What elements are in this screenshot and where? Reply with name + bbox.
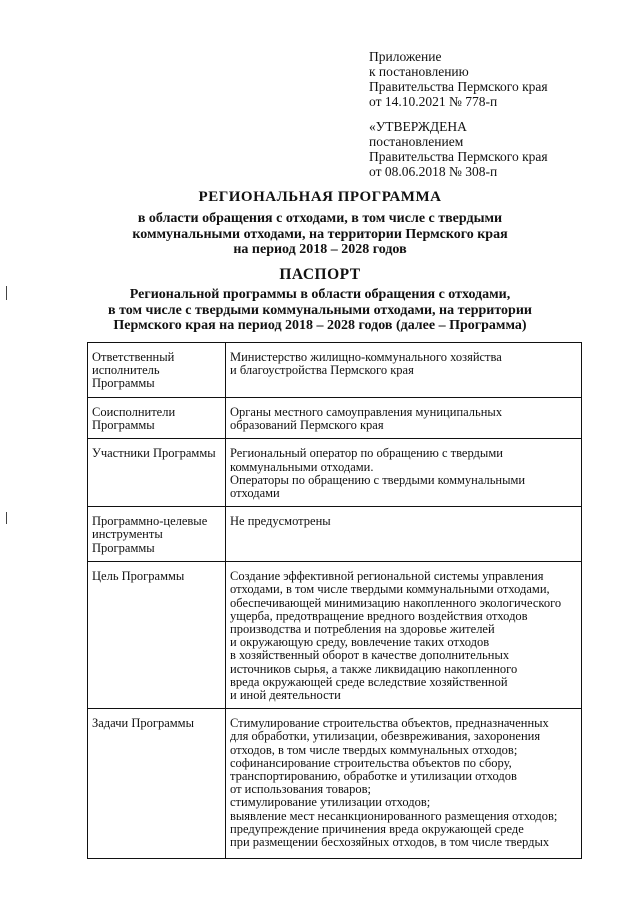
- cell-line: Участники Программы: [92, 446, 216, 461]
- cell-line: при размещении бесхозяйных отходов, в том числе твердых: [230, 835, 550, 850]
- cell-line: отходов, в том числе твердых коммунальных отходов;: [230, 742, 518, 757]
- cell-line: коммунальными отходами.: [230, 459, 374, 474]
- table-row: [88, 439, 582, 507]
- row-value-tasks: [226, 709, 582, 859]
- passport-table: [87, 342, 582, 859]
- program-subtitle-line: коммунальными отходами, на территории Пермского края: [132, 226, 508, 242]
- row-label-responsible-executor: [88, 343, 226, 398]
- approval-line: от 08.06.2018 № 308-п: [369, 164, 498, 179]
- table-row: [88, 398, 582, 439]
- cell-line: Программы: [92, 418, 155, 433]
- program-title-text: РЕГИОНАЛЬНАЯ ПРОГРАММА: [198, 189, 442, 205]
- cell-line: Задачи Программы: [92, 716, 194, 731]
- scan-margin-mark-lower: [6, 512, 7, 524]
- cell-line: источников сырья, а также ликвидацию накопленного: [230, 661, 518, 676]
- cell-line: Органы местного самоуправления муниципальных: [230, 405, 503, 419]
- row-label-target-instruments: [88, 507, 226, 562]
- cell-line: Стимулирование строительства объектов, предназначенных: [230, 716, 549, 731]
- cell-line: обеспечивающей минимизацию накопленного экологического: [230, 595, 562, 610]
- cell-line: софинансирование строительства объектов по сбору,: [230, 755, 512, 770]
- program-subtitle: [0, 211, 640, 258]
- cell-line: отходами: [230, 486, 280, 501]
- cell-line: производства и потребления на здоровье жителей: [230, 622, 495, 637]
- passport-subtitle-line: Региональной программы в области обращения с отходами,: [129, 287, 511, 302]
- cell-line: для обработки, утилизации, обезвреживания, захоронения: [230, 729, 541, 744]
- cell-line: и окружающую среду, вовлечение таких отходов: [230, 635, 490, 650]
- program-subtitle-line: в области обращения с отходами, в том числе с твердыми: [137, 211, 503, 226]
- row-label-co-executors: [88, 398, 226, 439]
- cell-line: и иной деятельности: [230, 688, 341, 703]
- passport-subtitle-line: Пермского края на период 2018 – 2028 годов (далее – Программа): [113, 318, 527, 333]
- cell-line: транспортированию, обработке и утилизации отходов: [230, 769, 517, 784]
- cell-line: в хозяйственный оборот в качестве дополнительных: [230, 648, 510, 663]
- cell-line: Программно-целевые: [92, 514, 208, 529]
- passport-subtitle-line: в том числе с твердыми коммунальными отходами, на территории: [108, 302, 532, 318]
- approval-line: постановлением: [369, 134, 464, 149]
- cell-line: Региональный оператор по обращению с твердыми: [230, 446, 503, 461]
- cell-line: Цель Программы: [92, 569, 185, 584]
- cell-line: Операторы по обращению с твердыми коммунальными: [230, 472, 526, 487]
- cell-line: выявление мест несанкционированного размещения отходов;: [230, 808, 558, 823]
- cell-line: отходами, в том числе твердыми коммунальными отходами,: [230, 582, 550, 597]
- program-subtitle-line: на период 2018 – 2028 годов: [233, 242, 407, 257]
- cell-line: образований Пермского края: [230, 418, 384, 433]
- cell-line: Министерство жилищно-коммунального хозяйства: [230, 350, 502, 364]
- cell-line: Ответственный: [92, 350, 175, 364]
- passport-title: [0, 266, 640, 284]
- row-value-co-executors: [226, 398, 582, 439]
- approval-line: Правительства Пермского края: [369, 149, 548, 164]
- approval-block: [369, 119, 548, 179]
- row-label-participants: [88, 439, 226, 507]
- cell-line: вреда окружающей среде вследствие хозяйственной: [230, 674, 508, 689]
- table-row: [88, 507, 582, 562]
- appendix-line: Правительства Пермского края: [369, 79, 548, 94]
- cell-line: инструменты: [92, 527, 163, 542]
- table-row: [88, 343, 582, 398]
- cell-line: исполнитель: [92, 363, 160, 378]
- appendix-line: Приложение: [369, 49, 442, 64]
- row-value-target-instruments: [226, 507, 582, 562]
- program-title: [0, 188, 640, 206]
- appendix-line: к постановлению: [369, 64, 469, 79]
- appendix-block: [369, 49, 548, 109]
- cell-line: предупреждение причинения вреда окружающей среде: [230, 821, 524, 836]
- table-row: [88, 709, 582, 859]
- cell-line: Программы: [92, 376, 155, 391]
- row-value-participants: [226, 439, 582, 507]
- cell-line: Не предусмотрены: [230, 514, 331, 529]
- cell-line: от использования товаров;: [230, 782, 371, 797]
- passport-title-text: ПАСПОРТ: [279, 266, 361, 283]
- row-value-goal: [226, 562, 582, 709]
- cell-line: Создание эффективной региональной системы управления: [230, 569, 544, 584]
- row-label-goal: [88, 562, 226, 709]
- cell-line: и благоустройства Пермского края: [230, 363, 414, 378]
- appendix-line: от 14.10.2021 № 778-п: [369, 94, 498, 109]
- passport-subtitle: [0, 287, 640, 334]
- cell-line: Соисполнители: [92, 405, 176, 419]
- row-value-responsible-executor: [226, 343, 582, 398]
- row-label-tasks: [88, 709, 226, 859]
- table-row: [88, 562, 582, 709]
- cell-line: стимулирование утилизации отходов;: [230, 795, 431, 810]
- cell-line: Программы: [92, 540, 155, 555]
- approval-line: «УТВЕРЖДЕНА: [369, 119, 467, 134]
- cell-line: ущерба, предотвращение вредного воздействия отходов: [230, 608, 528, 623]
